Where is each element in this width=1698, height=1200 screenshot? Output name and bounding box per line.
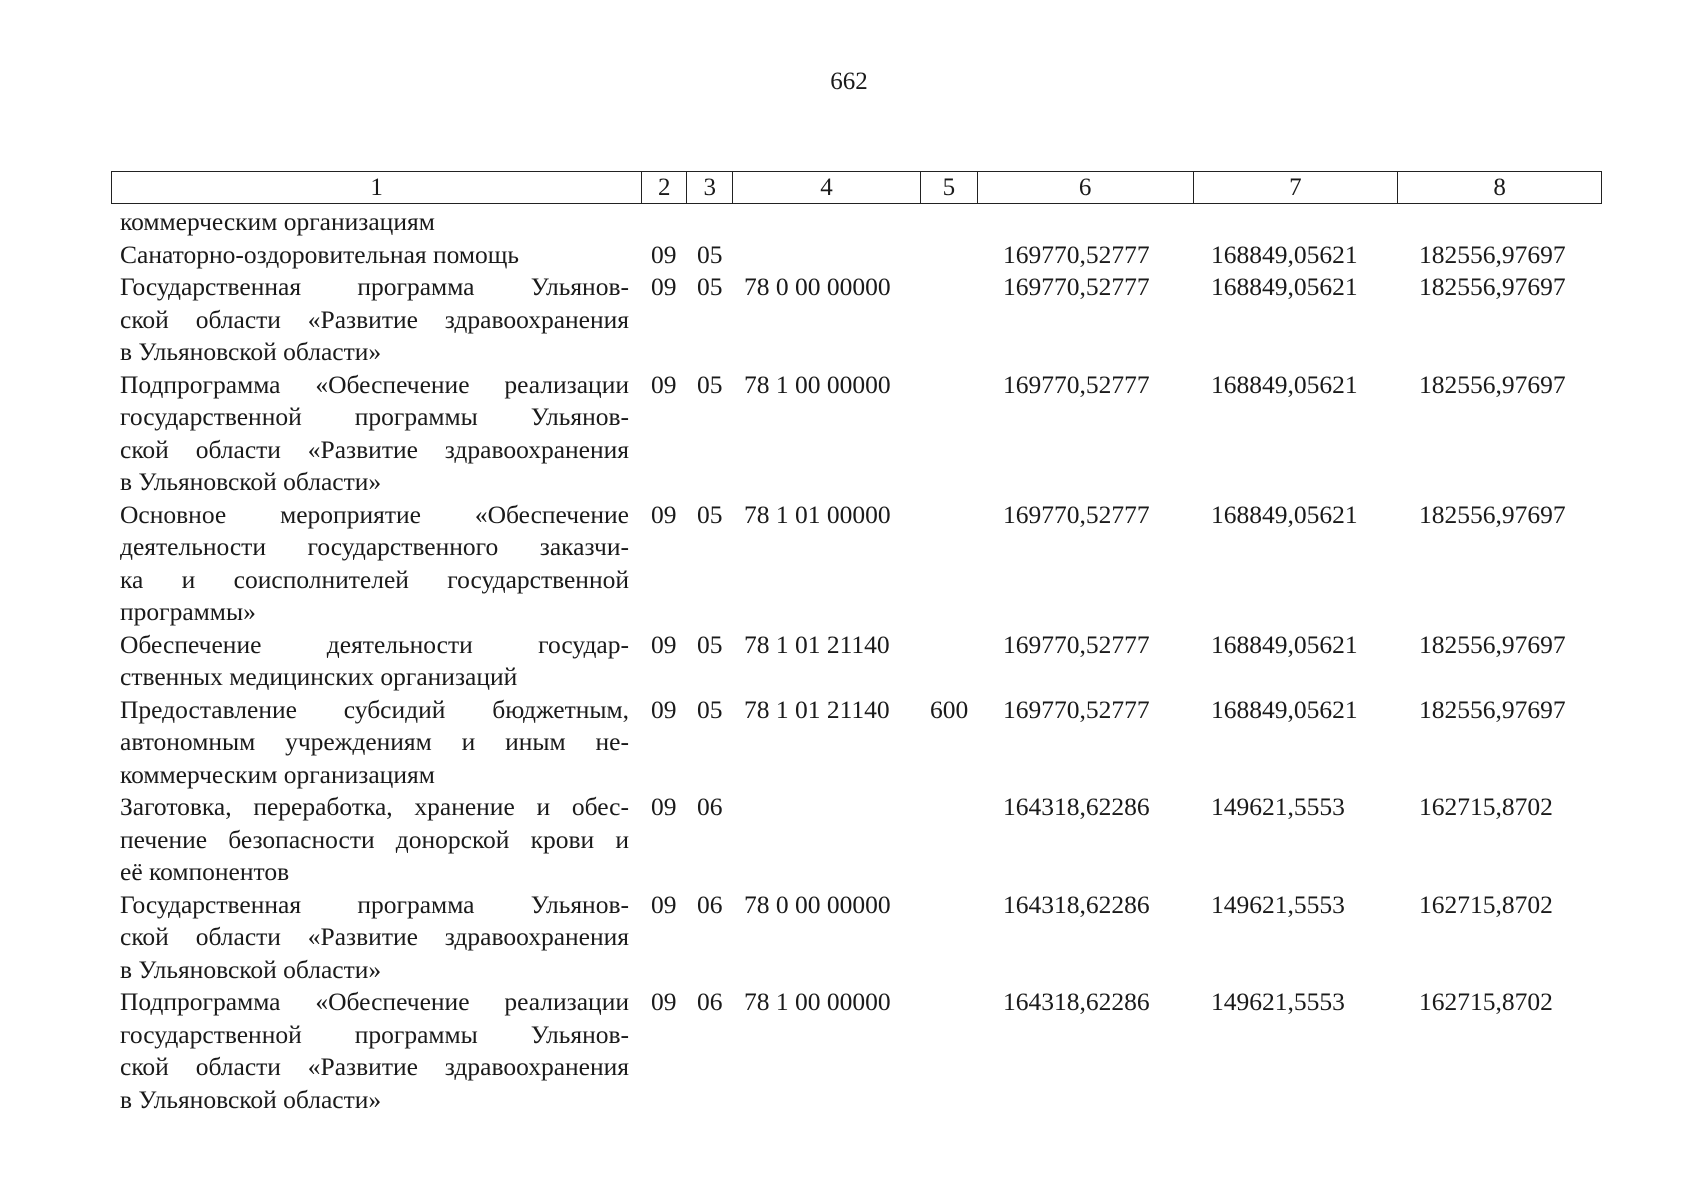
row-description: [120, 499, 629, 629]
description-line: печение безопасности донорской крови и: [120, 824, 629, 854]
amount-col-8: 182556,97697: [1419, 272, 1566, 301]
subsection-code: 05: [697, 694, 723, 724]
subsection-code: 06: [697, 987, 723, 1016]
description-line: Подпрограмма «Обеспечение реализации: [120, 987, 629, 1016]
description-line: программы»: [120, 597, 256, 626]
amount-col-8: 182556,97697: [1419, 694, 1566, 724]
target-article-code: 78 1 00 00000: [744, 987, 891, 1016]
amount-col-7: 149621,5553: [1211, 792, 1345, 821]
target-article-code: 78 0 00 00000: [744, 272, 891, 301]
description-line: в Ульяновской области»: [120, 954, 382, 984]
description-line: ской области «Развитие здравоохранения: [120, 434, 629, 464]
section-code: 09: [651, 499, 677, 529]
row-description: [120, 271, 629, 369]
description-line: ка и соисполнителей государственной: [120, 564, 629, 594]
subsection-code: 05: [697, 239, 723, 269]
description-line: в Ульяновской области»: [120, 1084, 382, 1114]
amount-col-7: 168849,05621: [1211, 369, 1358, 399]
section-code: 09: [651, 272, 677, 301]
header-col-5: 5: [921, 172, 978, 203]
amount-col-6: 164318,62286: [1003, 987, 1150, 1016]
amount-col-7: 168849,05621: [1211, 239, 1358, 269]
table-row: [0, 499, 1698, 629]
amount-col-6: 169770,52777: [1003, 629, 1150, 659]
description-line: ской области «Развитие здравоохранения: [120, 304, 629, 334]
subsection-code: 06: [697, 792, 723, 821]
table-row: [0, 629, 1698, 694]
amount-col-6: 164318,62286: [1003, 792, 1150, 821]
description-line: ственных медицинских организаций: [120, 662, 518, 691]
section-code: 09: [651, 987, 677, 1016]
description-line: Санаторно-оздоровительная помощь: [120, 239, 520, 269]
header-col-1: 1: [112, 172, 642, 203]
row-description: [120, 206, 629, 239]
header-col-7: 7: [1194, 172, 1399, 203]
description-line: Заготовка, переработка, хранение и обес-: [120, 792, 629, 821]
table-row: [0, 206, 1698, 239]
amount-col-8: 182556,97697: [1419, 629, 1566, 659]
row-description: [120, 986, 629, 1116]
section-code: 09: [651, 889, 677, 919]
header-col-4: 4: [733, 172, 921, 203]
amount-col-6: 169770,52777: [1003, 694, 1150, 724]
row-description: [120, 369, 629, 499]
header-col-3: 3: [687, 172, 733, 203]
amount-col-7: 168849,05621: [1211, 272, 1358, 301]
expense-type-code: 600: [930, 694, 969, 724]
description-line: деятельности государственного заказчи-: [120, 532, 629, 561]
section-code: 09: [651, 369, 677, 399]
header-col-6: 6: [978, 172, 1194, 203]
table-row: [0, 239, 1698, 272]
description-line: Подпрограмма «Обеспечение реализации: [120, 369, 629, 399]
amount-col-8: 182556,97697: [1419, 369, 1566, 399]
description-line: Государственная программа Ульянов-: [120, 889, 629, 919]
table-body: [0, 206, 1698, 1116]
amount-col-8: 162715,8702: [1419, 987, 1553, 1016]
description-line: коммерческим организациям: [120, 759, 435, 789]
description-line: коммерческим организациям: [120, 207, 435, 236]
section-code: 09: [651, 629, 677, 659]
row-description: [120, 629, 629, 694]
table-header: [111, 171, 1602, 204]
row-description: [120, 239, 629, 272]
description-line: ской области «Развитие здравоохранения: [120, 922, 629, 951]
description-line: автономным учреждениям и иным не-: [120, 727, 629, 756]
description-line: в Ульяновской области»: [120, 467, 382, 496]
amount-col-8: 162715,8702: [1419, 792, 1553, 821]
table-row: [0, 889, 1698, 987]
table-row: [0, 694, 1698, 792]
section-code: 09: [651, 239, 677, 269]
amount-col-6: 169770,52777: [1003, 272, 1150, 301]
amount-col-6: 164318,62286: [1003, 889, 1150, 919]
amount-col-7: 149621,5553: [1211, 987, 1345, 1016]
description-line: государственной программы Ульянов-: [120, 402, 629, 431]
description-line: Основное мероприятие «Обеспечение: [120, 499, 629, 529]
table-row: [0, 369, 1698, 499]
target-article-code: 78 0 00 00000: [744, 889, 891, 919]
section-code: 09: [651, 792, 677, 821]
amount-col-6: 169770,52777: [1003, 369, 1150, 399]
description-line: Предоставление субсидий бюджетным,: [120, 694, 629, 724]
description-line: государственной программы Ульянов-: [120, 1019, 629, 1049]
row-description: [120, 791, 629, 889]
amount-col-8: 182556,97697: [1419, 239, 1566, 269]
subsection-code: 06: [697, 889, 723, 919]
subsection-code: 05: [697, 499, 723, 529]
description-line: её компонентов: [120, 857, 290, 886]
description-line: в Ульяновской области»: [120, 337, 382, 366]
amount-col-7: 168849,05621: [1211, 694, 1358, 724]
header-col-2: 2: [642, 172, 687, 203]
subsection-code: 05: [697, 629, 723, 659]
amount-col-7: 168849,05621: [1211, 629, 1358, 659]
subsection-code: 05: [697, 369, 723, 399]
amount-col-6: 169770,52777: [1003, 239, 1150, 269]
table-row: [0, 986, 1698, 1116]
page-number: 662: [830, 68, 868, 95]
row-description: [120, 694, 629, 792]
target-article-code: 78 1 01 21140: [744, 629, 890, 659]
amount-col-6: 169770,52777: [1003, 499, 1150, 529]
amount-col-8: 182556,97697: [1419, 499, 1566, 529]
subsection-code: 05: [697, 272, 723, 301]
amount-col-7: 149621,5553: [1211, 889, 1345, 919]
description-line: Обеспечение деятельности государ-: [120, 629, 629, 659]
amount-col-7: 168849,05621: [1211, 499, 1358, 529]
section-code: 09: [651, 694, 677, 724]
header-col-8: 8: [1493, 173, 1506, 201]
table-row: [0, 791, 1698, 889]
target-article-code: 78 1 01 21140: [744, 694, 890, 724]
description-line: ской области «Развитие здравоохранения: [120, 1052, 629, 1081]
row-description: [120, 889, 629, 987]
table-row: [0, 271, 1698, 369]
target-article-code: 78 1 01 00000: [744, 499, 891, 529]
target-article-code: 78 1 00 00000: [744, 369, 891, 399]
description-line: Государственная программа Ульянов-: [120, 272, 629, 301]
amount-col-8: 162715,8702: [1419, 889, 1553, 919]
